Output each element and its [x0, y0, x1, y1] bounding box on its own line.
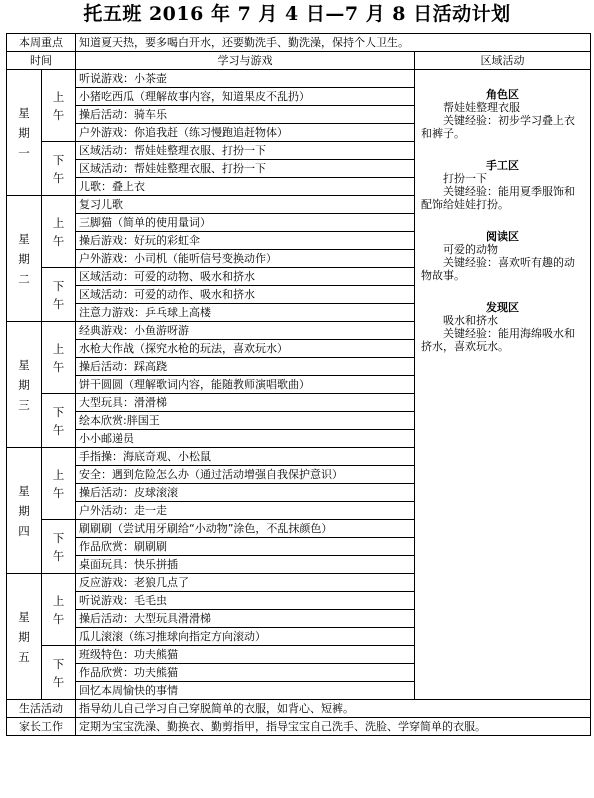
activity-cell: 瓜儿滚滚（练习推球向指定方向滚动）: [76, 628, 415, 646]
morning-label-text: 上午: [52, 341, 65, 374]
area-block: [421, 230, 584, 282]
activity-cell: 经典游戏：小鱼游呀游: [76, 322, 415, 340]
weekly-focus-text: 知道夏天热，要多喝白开水，还要勤洗手、勤洗澡，保持个人卫生。: [76, 34, 591, 52]
activity-cell: 刷刷刷（尝试用牙刷给“小动物”涂色，不乱抹颜色）: [76, 520, 415, 538]
activity-cell: 作品欣赏：刷刷刷: [76, 538, 415, 556]
activity-cell: 反应游戏：老狼几点了: [76, 574, 415, 592]
morning-label-text: 上午: [52, 467, 65, 500]
area-block: [421, 159, 584, 211]
activity-cell: 听说游戏：毛毛虫: [76, 592, 415, 610]
activity-cell: 户外活动：走一走: [76, 502, 415, 520]
morning-label-text: 上午: [52, 89, 65, 122]
time-header: 时间: [7, 52, 76, 70]
activity-cell: 注意力游戏：乒乓球上高楼: [76, 304, 415, 322]
activity-cell: 复习儿歌: [76, 196, 415, 214]
area-name: 手工区: [486, 159, 519, 172]
afternoon-label-text: 下午: [52, 656, 65, 689]
morning-label: [42, 322, 76, 394]
area-key: 关键经验：喜欢听有趣的动物故事。: [421, 256, 575, 282]
day-label-text: 星期四: [18, 483, 30, 538]
activity-cell: 手指操：海底奇观、小松鼠: [76, 448, 415, 466]
table-row: [7, 70, 591, 88]
activity-cell: 听说游戏：小茶壶: [76, 70, 415, 88]
afternoon-label: [42, 394, 76, 448]
morning-label: [42, 574, 76, 646]
afternoon-label-text: 下午: [52, 278, 65, 311]
activity-cell: 区域活动：帮娃娃整理衣服、打扮一下: [76, 160, 415, 178]
morning-label: [42, 448, 76, 520]
life-text: 指导幼儿自己学习自己穿脱简单的衣服，如背心、短裤。: [76, 700, 591, 718]
life-label: 生活活动: [7, 700, 76, 718]
afternoon-label-text: 下午: [52, 530, 65, 563]
activity-cell: 绘本欣赏:胖国王: [76, 412, 415, 430]
activity-cell: 桌面玩具：快乐拼插: [76, 556, 415, 574]
activity-cell: 操后游戏：好玩的彩虹伞: [76, 232, 415, 250]
activity-cell: 操后活动：皮球滚滚: [76, 484, 415, 502]
day-label-text: 星期三: [18, 357, 30, 412]
morning-label: [42, 196, 76, 268]
activity-cell: 小猪吃西瓜（理解故事内容，知道果皮不乱扔）: [76, 88, 415, 106]
area-goal: 可爱的动物: [443, 243, 498, 256]
activity-cell: 三脚猫（简单的使用量词）: [76, 214, 415, 232]
day-label: [7, 70, 42, 196]
activity-cell: 区域活动：帮娃娃整理衣服、打扮一下: [76, 142, 415, 160]
activity-cell: 操后活动：骑车乐: [76, 106, 415, 124]
area-key: 关键经验：能用夏季服饰和配饰给娃娃打扮。: [421, 185, 575, 211]
weekly-focus-row: [7, 34, 591, 52]
afternoon-label: [42, 646, 76, 700]
area-key: 关键经验：能用海绵吸水和挤水，喜欢玩水。: [421, 327, 575, 353]
area-goal: 帮娃娃整理衣服: [443, 101, 520, 114]
area-goal: 打扮一下: [443, 172, 487, 185]
page-title: 托五班 2016 年 7 月 4 日—7 月 8 日活动计划: [83, 3, 511, 25]
afternoon-label: [42, 142, 76, 196]
area-block: [421, 88, 584, 140]
morning-label-text: 上午: [52, 215, 65, 248]
activity-cell: 区域活动：可爱的动作、吸水和挤水: [76, 286, 415, 304]
activity-cell: 小小邮递员: [76, 430, 415, 448]
activity-cell: 作品欣赏：功夫熊猫: [76, 664, 415, 682]
day-label-text: 星期五: [18, 609, 30, 664]
activity-cell: 操后活动：大型玩具滑滑梯: [76, 610, 415, 628]
morning-label-text: 上午: [52, 593, 65, 626]
parents-text: 定期为宝宝洗澡、勤换衣、勤剪指甲，指导宝宝自己洗手、洗脸、学穿简单的衣服。: [76, 718, 591, 736]
day-label: [7, 322, 42, 448]
afternoon-label-text: 下午: [52, 152, 65, 185]
parents-label: 家长工作: [7, 718, 76, 736]
header-row: [7, 52, 591, 70]
day-label-text: 星期二: [18, 231, 30, 286]
area-block: [421, 301, 584, 353]
activities-header: 学习与游戏: [76, 52, 415, 70]
area-activities-cell: [415, 70, 591, 700]
activity-cell: 饼干圆圆（理解歌词内容，能随教师演唱歌曲）: [76, 376, 415, 394]
activity-cell: 安全：遇到危险怎么办（通过活动增强自我保护意识）: [76, 466, 415, 484]
area-name: 角色区: [486, 88, 519, 101]
morning-label: [42, 70, 76, 142]
activity-plan-table: [6, 33, 591, 736]
activity-cell: 户外游戏：你追我赶（练习慢跑追赶物体）: [76, 124, 415, 142]
activity-cell: 大型玩具：滑滑梯: [76, 394, 415, 412]
day-label: [7, 196, 42, 322]
afternoon-label-text: 下午: [52, 404, 65, 437]
parents-row: [7, 718, 591, 736]
life-row: [7, 700, 591, 718]
area-goal: 吸水和挤水: [443, 314, 498, 327]
activity-cell: 操后活动：踩高跷: [76, 358, 415, 376]
activity-cell: 区域活动：可爱的动物、吸水和挤水: [76, 268, 415, 286]
activity-cell: 户外游戏：小司机（能听信号变换动作）: [76, 250, 415, 268]
day-label: [7, 574, 42, 700]
afternoon-label: [42, 520, 76, 574]
area-header: 区域活动: [415, 52, 591, 70]
area-name: 阅读区: [486, 230, 519, 243]
day-label-text: 星期一: [18, 105, 30, 160]
area-name: 发现区: [486, 301, 519, 314]
activity-cell: 回忆本周愉快的事情: [76, 682, 415, 700]
day-label: [7, 448, 42, 574]
activity-cell: 水枪大作战（探究水枪的玩法，喜欢玩水）: [76, 340, 415, 358]
area-key: 关键经验：初步学习叠上衣和裤子。: [421, 114, 575, 140]
weekly-focus-label: 本周重点: [7, 34, 76, 52]
afternoon-label: [42, 268, 76, 322]
activity-cell: 班级特色：功夫熊猫: [76, 646, 415, 664]
activity-cell: 儿歌：叠上衣: [76, 178, 415, 196]
